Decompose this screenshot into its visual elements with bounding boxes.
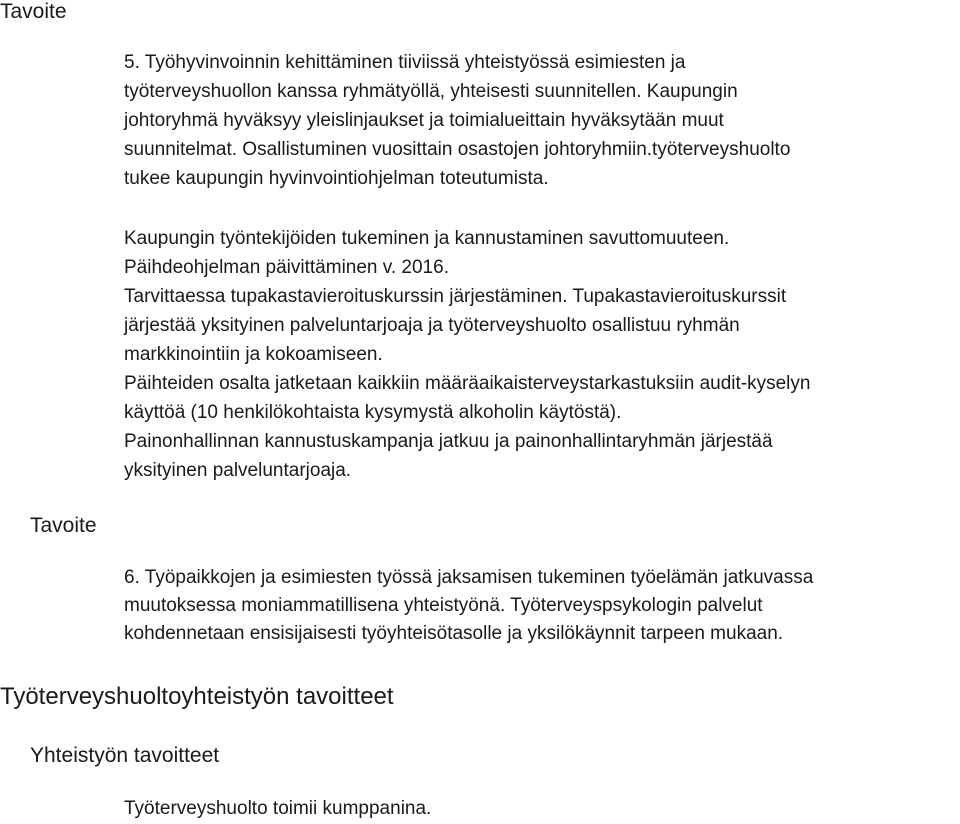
section-5-line-1: 5. Työhyvinvoinnin kehittäminen tiiviissä yhteistyössä esimiesten ja [124, 52, 686, 73]
action-line-9: yksityinen palveluntarjoaja. [124, 460, 352, 481]
section-5-line-3: johtoryhmä hyväksyy yleislinjaukset ja toimialueittain hyväksytään muut [124, 110, 724, 131]
section-5-line-5: tukee kaupungin hyvinvointiohjelman toteutumista. [124, 168, 549, 189]
action-line-2: Päihdeohjelman päivittäminen v. 2016. [124, 257, 449, 278]
actions-text [124, 224, 960, 485]
final-line: Työterveyshuolto toimii kumppanina. [124, 798, 432, 819]
heading-main: Työterveyshuoltoyhteistyön tavoitteet [0, 683, 394, 710]
tavoite-label-top: Tavoite [0, 0, 67, 23]
section-6-line-1: 6. Työpaikkojen ja esimiesten työssä jaksamisen tukeminen työelämän jatkuvassa [124, 567, 814, 588]
final-text [124, 794, 960, 823]
action-line-8: Painonhallinnan kannustuskampanja jatkuu ja painonhallintaryhmän järjestää [124, 431, 773, 452]
action-line-4: järjestää yksityinen palveluntarjoaja ja työterveyshuolto osallistuu ryhmän [124, 315, 740, 336]
action-line-3: Tarvittaessa tupakastavieroituskurssin järjestäminen. Tupakastavieroituskurssit [124, 286, 787, 307]
heading-sub: Yhteistyön tavoitteet [30, 744, 220, 767]
section-6-line-3: kohdennetaan ensisijaisesti työyhteisötasolle ja yksilökäynnit tarpeen mukaan. [124, 623, 784, 644]
section-6-line-2: muutoksessa moniammatillisena yhteistyönä. Työterveyspsykologin palvelut [124, 595, 763, 616]
action-line-5: markkinointiin ja kokoamiseen. [124, 344, 383, 365]
action-line-1: Kaupungin työntekijöiden tukeminen ja kannustaminen savuttomuuteen. [124, 228, 730, 249]
action-line-7: käyttöä (10 henkilökohtaista kysymystä alkoholin käytöstä). [124, 402, 622, 423]
tavoite-label-middle: Tavoite [30, 514, 97, 537]
section-5-line-2: työterveyshuollon kanssa ryhmätyöllä, yhteisesti suunnitellen. Kaupungin [124, 81, 738, 102]
section-5-text [124, 48, 960, 193]
action-line-6: Päihteiden osalta jatketaan kaikkiin määräaikaisterveystarkastuksiin audit-kyselyn [124, 373, 811, 394]
section-6-text [124, 564, 960, 648]
section-5-line-4: suunnitelmat. Osallistuminen vuosittain osastojen johtoryhmiin.työterveyshuolto [124, 139, 791, 160]
